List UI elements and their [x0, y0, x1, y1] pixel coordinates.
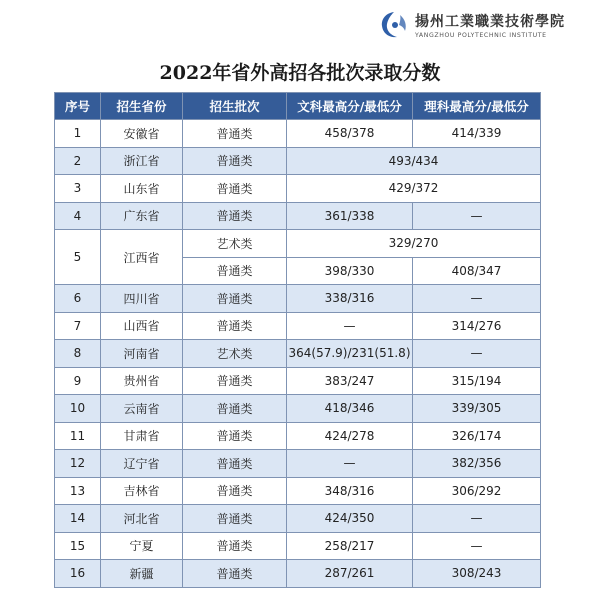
- batch-cell: 普通类: [183, 257, 287, 285]
- province-cell: 辽宁省: [101, 450, 183, 478]
- row-number-cell: 10: [55, 395, 101, 423]
- table-row: [55, 147, 541, 175]
- wenke-score-cell: —: [287, 450, 413, 478]
- row-number-cell: 5: [55, 230, 101, 285]
- table-header-row: [55, 93, 541, 120]
- like-score-cell: 382/356: [413, 450, 541, 478]
- like-score-cell: —: [413, 285, 541, 313]
- province-cell: 河北省: [101, 505, 183, 533]
- wenke-score-cell: 364(57.9)/231(51.8): [287, 340, 413, 368]
- province-cell: 新疆: [101, 560, 183, 588]
- row-number-cell: 6: [55, 285, 101, 313]
- like-score-cell: 326/174: [413, 422, 541, 450]
- wenke-score-cell: 398/330: [287, 257, 413, 285]
- province-cell: 河南省: [101, 340, 183, 368]
- page-header: [0, 0, 600, 50]
- batch-cell: 艺术类: [183, 340, 287, 368]
- table-row: [55, 505, 541, 533]
- like-score-cell: 308/243: [413, 560, 541, 588]
- row-number-cell: 2: [55, 147, 101, 175]
- column-header: 招生省份: [101, 93, 183, 120]
- table-row: [55, 450, 541, 478]
- province-cell: 浙江省: [101, 147, 183, 175]
- table-row: [55, 422, 541, 450]
- logo-chinese-name: 揚州工業職業技術學院: [415, 14, 565, 30]
- batch-cell: 普通类: [183, 477, 287, 505]
- table-row: [55, 285, 541, 313]
- row-number-cell: 13: [55, 477, 101, 505]
- merged-score-cell: 429/372: [287, 175, 541, 203]
- table-row: [55, 340, 541, 368]
- wenke-score-cell: 348/316: [287, 477, 413, 505]
- table-row: [55, 560, 541, 588]
- row-number-cell: 9: [55, 367, 101, 395]
- merged-score-cell: 329/270: [287, 230, 541, 258]
- like-score-cell: 315/194: [413, 367, 541, 395]
- table-row: [55, 477, 541, 505]
- wenke-score-cell: 287/261: [287, 560, 413, 588]
- batch-cell: 普通类: [183, 395, 287, 423]
- table-row: [55, 395, 541, 423]
- row-number-cell: 3: [55, 175, 101, 203]
- wenke-score-cell: 424/278: [287, 422, 413, 450]
- table-row: [55, 367, 541, 395]
- like-score-cell: 306/292: [413, 477, 541, 505]
- batch-cell: 普通类: [183, 367, 287, 395]
- batch-cell: 普通类: [183, 202, 287, 230]
- province-cell: 四川省: [101, 285, 183, 313]
- row-number-cell: 15: [55, 532, 101, 560]
- like-score-cell: 408/347: [413, 257, 541, 285]
- column-header: 招生批次: [183, 93, 287, 120]
- province-cell: 宁夏: [101, 532, 183, 560]
- province-cell: 甘肃省: [101, 422, 183, 450]
- row-number-cell: 14: [55, 505, 101, 533]
- row-number-cell: 8: [55, 340, 101, 368]
- row-number-cell: 4: [55, 202, 101, 230]
- row-number-cell: 7: [55, 312, 101, 340]
- batch-cell: 艺术类: [183, 230, 287, 258]
- school-emblem-icon: [379, 10, 409, 40]
- like-score-cell: 414/339: [413, 120, 541, 148]
- province-cell: 安徽省: [101, 120, 183, 148]
- wenke-score-cell: 424/350: [287, 505, 413, 533]
- table-row: [55, 202, 541, 230]
- batch-cell: 普通类: [183, 560, 287, 588]
- admission-scores-table: [54, 92, 541, 588]
- wenke-score-cell: 383/247: [287, 367, 413, 395]
- wenke-score-cell: 361/338: [287, 202, 413, 230]
- row-number-cell: 1: [55, 120, 101, 148]
- province-cell: 江西省: [101, 230, 183, 285]
- batch-cell: 普通类: [183, 147, 287, 175]
- row-number-cell: 11: [55, 422, 101, 450]
- province-cell: 山西省: [101, 312, 183, 340]
- wenke-score-cell: 338/316: [287, 285, 413, 313]
- wenke-score-cell: 418/346: [287, 395, 413, 423]
- province-cell: 广东省: [101, 202, 183, 230]
- like-score-cell: —: [413, 532, 541, 560]
- table-row: [55, 120, 541, 148]
- logo-english-name: YANGZHOU POLYTECHNIC INSTITUTE: [415, 32, 547, 39]
- row-number-cell: 12: [55, 450, 101, 478]
- like-score-cell: —: [413, 340, 541, 368]
- merged-score-cell: 493/434: [287, 147, 541, 175]
- column-header: 文科最高分/最低分: [287, 93, 413, 120]
- batch-cell: 普通类: [183, 532, 287, 560]
- province-cell: 云南省: [101, 395, 183, 423]
- table-row: [55, 312, 541, 340]
- like-score-cell: 339/305: [413, 395, 541, 423]
- like-score-cell: —: [413, 505, 541, 533]
- province-cell: 山东省: [101, 175, 183, 203]
- province-cell: 吉林省: [101, 477, 183, 505]
- batch-cell: 普通类: [183, 120, 287, 148]
- batch-cell: 普通类: [183, 285, 287, 313]
- page-title: 2022年省外高招各批次录取分数: [159, 62, 441, 84]
- like-score-cell: —: [413, 202, 541, 230]
- wenke-score-cell: 258/217: [287, 532, 413, 560]
- batch-cell: 普通类: [183, 450, 287, 478]
- row-number-cell: 16: [55, 560, 101, 588]
- batch-cell: 普通类: [183, 175, 287, 203]
- batch-cell: 普通类: [183, 505, 287, 533]
- wenke-score-cell: —: [287, 312, 413, 340]
- wenke-score-cell: 458/378: [287, 120, 413, 148]
- column-header: 理科最高分/最低分: [413, 93, 541, 120]
- batch-cell: 普通类: [183, 312, 287, 340]
- table-row: [55, 175, 541, 203]
- column-header: 序号: [55, 93, 101, 120]
- school-logo: [379, 10, 565, 44]
- batch-cell: 普通类: [183, 422, 287, 450]
- province-cell: 贵州省: [101, 367, 183, 395]
- table-row: [55, 532, 541, 560]
- like-score-cell: 314/276: [413, 312, 541, 340]
- table-row: [55, 230, 541, 258]
